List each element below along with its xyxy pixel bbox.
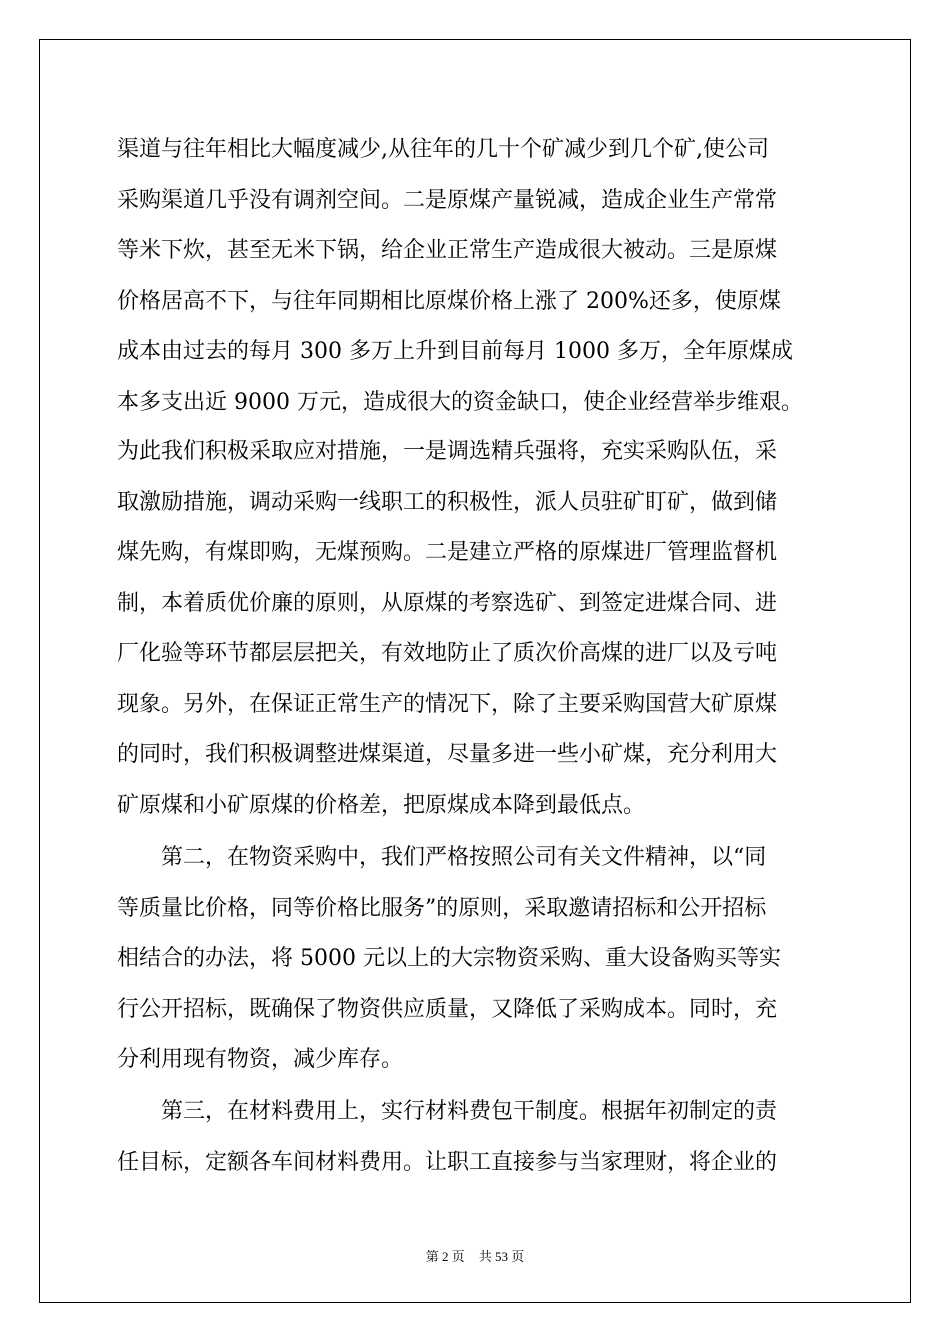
text-line: 行公开招标，既确保了物资供应质量，又降低了采购成本。同时，充	[117, 997, 778, 1022]
text-line: 厂化验等环节都层层把关，有效地防止了质次价高煤的进厂以及亏吨	[117, 641, 778, 666]
text-line: 煤先购，有煤即购，无煤预购。二是建立严格的原煤进厂管理监督机	[117, 540, 778, 565]
text-line: 采购渠道几乎没有调剂空间。二是原煤产量锐减，造成企业生产常常	[117, 188, 778, 213]
text-line: 第二，在物资采购中，我们严格按照公司有关文件精神，以“同	[117, 845, 767, 870]
text-line: 等质量比价格，同等价格比服务”的原则，采取邀请招标和公开招标	[117, 896, 767, 921]
page-number: 第 2 页	[425, 1249, 465, 1264]
text-line: 取激励措施，调动采购一线职工的积极性，派人员驻矿盯矿，做到储	[117, 490, 778, 515]
text-line: 成本由过去的每月 300 多万上升到目前每月 1000 多万，全年原煤成	[117, 339, 793, 364]
text-line: 分利用现有物资，减少库存。	[117, 1047, 404, 1072]
text-line: 矿原煤和小矿原煤的价格差，把原煤成本降到最低点。	[117, 793, 646, 818]
text-line: 的同时，我们积极调整进煤渠道，尽量多进一些小矿煤，充分利用大	[117, 742, 778, 767]
text-line: 渠道与往年相比大幅度减少,从往年的几十个矿减少到几个矿,使公司	[117, 137, 769, 162]
text-line: 现象。另外，在保证正常生产的情况下，除了主要采购国营大矿原煤	[117, 692, 778, 717]
text-line: 相结合的办法，将 5000 元以上的大宗物资采购、重大设备购买等实	[117, 946, 781, 971]
page-total: 共 53 页	[478, 1249, 525, 1264]
text-line: 制，本着质优价廉的原则，从原煤的考察选矿、到签定进煤合同、进	[117, 591, 778, 616]
text-line: 任目标，定额各车间材料费用。让职工直接参与当家理财，将企业的	[117, 1150, 778, 1175]
text-line: 价格居高不下，与往年同期相比原煤价格上涨了 200%还多，使原煤	[117, 289, 781, 314]
text-line: 本多支出近 9000 万元，造成很大的资金缺口，使企业经营举步维艰。	[117, 390, 803, 415]
text-line: 为此我们积极采取应对措施，一是调选精兵强将，充实采购队伍，采	[117, 439, 778, 464]
page-footer	[0, 1248, 950, 1266]
text-line: 第三，在材料费用上，实行材料费包干制度。根据年初制定的责	[117, 1099, 778, 1124]
text-line: 等米下炊，甚至无米下锅，给企业正常生产造成很大被动。三是原煤	[117, 238, 778, 263]
